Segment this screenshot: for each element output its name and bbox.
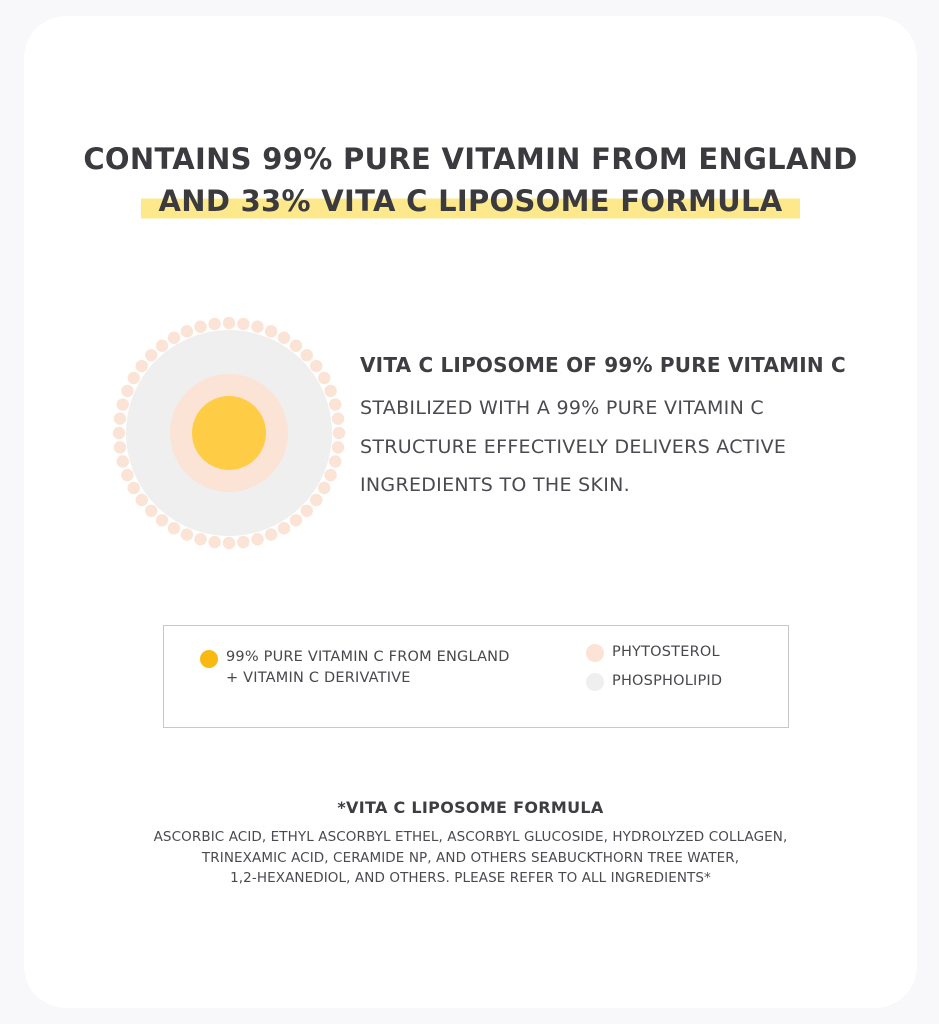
phospholipid-bead (145, 349, 157, 361)
vitamin-c-dot-icon (200, 650, 218, 668)
phospholipid-bead (278, 522, 290, 534)
legend-item-phospholipid (586, 671, 722, 692)
vitamin-c-core (192, 396, 266, 470)
headline (24, 138, 917, 222)
phospholipid-bead (318, 372, 330, 384)
legend-box (163, 625, 789, 728)
phospholipid-bead (310, 360, 322, 372)
phospholipid-bead (318, 482, 330, 494)
phospholipid-bead (136, 494, 148, 506)
phospholipid-bead (121, 469, 133, 481)
phospholipid-bead (208, 318, 220, 330)
legend-label-vitamin-c: 99% PURE VITAMIN C FROM ENGLAND + VITAMIN C DERIVATIVE (226, 649, 510, 686)
phospholipid-bead (128, 482, 140, 494)
legend-item-vitamin-c (200, 647, 510, 689)
phospholipid-bead (332, 412, 344, 424)
legend-item-phytosterol (586, 642, 720, 663)
phytosterol-dot-icon (586, 644, 604, 662)
content-card (24, 16, 917, 1008)
phospholipid-bead (265, 325, 277, 337)
phospholipid-bead (168, 522, 180, 534)
phospholipid-bead (301, 505, 313, 517)
info-description: STABILIZED WITH A 99% PURE VITAMIN C STRUCTURE EFFECTIVELY DELIVERS ACTIVE INGREDIENTS TO THE SKIN. (360, 397, 787, 496)
liposome-diagram (112, 316, 346, 550)
phospholipid-bead (310, 494, 322, 506)
phospholipid-bead (324, 385, 336, 397)
phospholipid-bead (301, 349, 313, 361)
phospholipid-bead (117, 398, 129, 410)
info-block (360, 353, 880, 505)
phospholipid-bead (181, 528, 193, 540)
phospholipid-bead (237, 536, 249, 548)
phospholipid-bead (168, 332, 180, 344)
phospholipid-bead (329, 398, 341, 410)
phospholipid-bead (223, 537, 235, 549)
phospholipid-bead (117, 455, 129, 467)
formula-ingredients: ASCORBIC ACID, ETHYL ASCORBYL ETHEL, ASCORBYL GLUCOSIDE, HYDROLYZED COLLAGEN, TRINEXAMIC ACID, CERAMIDE NP, AND OTHERS SEABUCKTHORN TREE WATER, 1,2-HEXANEDIOL, AND OTHERS. PLEASE REFER TO ALL INGREDIENTS* (153, 829, 788, 886)
headline-line-1: CONTAINS 99% PURE VITAMIN FROM ENGLAND (83, 142, 858, 176)
phospholipid-bead (128, 372, 140, 384)
phospholipid-bead (194, 533, 206, 545)
headline-line-2-highlighted: AND 33% VITA C LIPOSOME FORMULA (141, 180, 801, 222)
phospholipid-bead (208, 536, 220, 548)
phospholipid-bead (265, 528, 277, 540)
legend-label-phospholipid: PHOSPHOLIPID (612, 673, 723, 689)
phospholipid-bead (156, 340, 168, 352)
phospholipid-bead (194, 321, 206, 333)
phospholipid-bead (223, 317, 235, 329)
phospholipid-bead (332, 441, 344, 453)
phospholipid-bead (329, 455, 341, 467)
phospholipid-bead (237, 318, 249, 330)
legend-label-phytosterol: PHYTOSTEROL (612, 644, 720, 660)
phospholipid-bead (290, 514, 302, 526)
phospholipid-bead (251, 533, 263, 545)
phospholipid-bead (156, 514, 168, 526)
phospholipid-dot-icon (586, 673, 604, 691)
phospholipid-bead (145, 505, 157, 517)
phospholipid-bead (136, 360, 148, 372)
phospholipid-bead (290, 340, 302, 352)
phospholipid-bead (181, 325, 193, 337)
phospholipid-bead (114, 412, 126, 424)
phospholipid-bead (333, 427, 345, 439)
phospholipid-bead (251, 321, 263, 333)
phospholipid-bead (278, 332, 290, 344)
phospholipid-bead (121, 385, 133, 397)
phospholipid-bead (113, 427, 125, 439)
phospholipid-bead (114, 441, 126, 453)
phospholipid-bead (324, 469, 336, 481)
info-title: VITA C LIPOSOME OF 99% PURE VITAMIN C (360, 353, 846, 377)
formula-title: *VITA C LIPOSOME FORMULA (337, 798, 604, 817)
